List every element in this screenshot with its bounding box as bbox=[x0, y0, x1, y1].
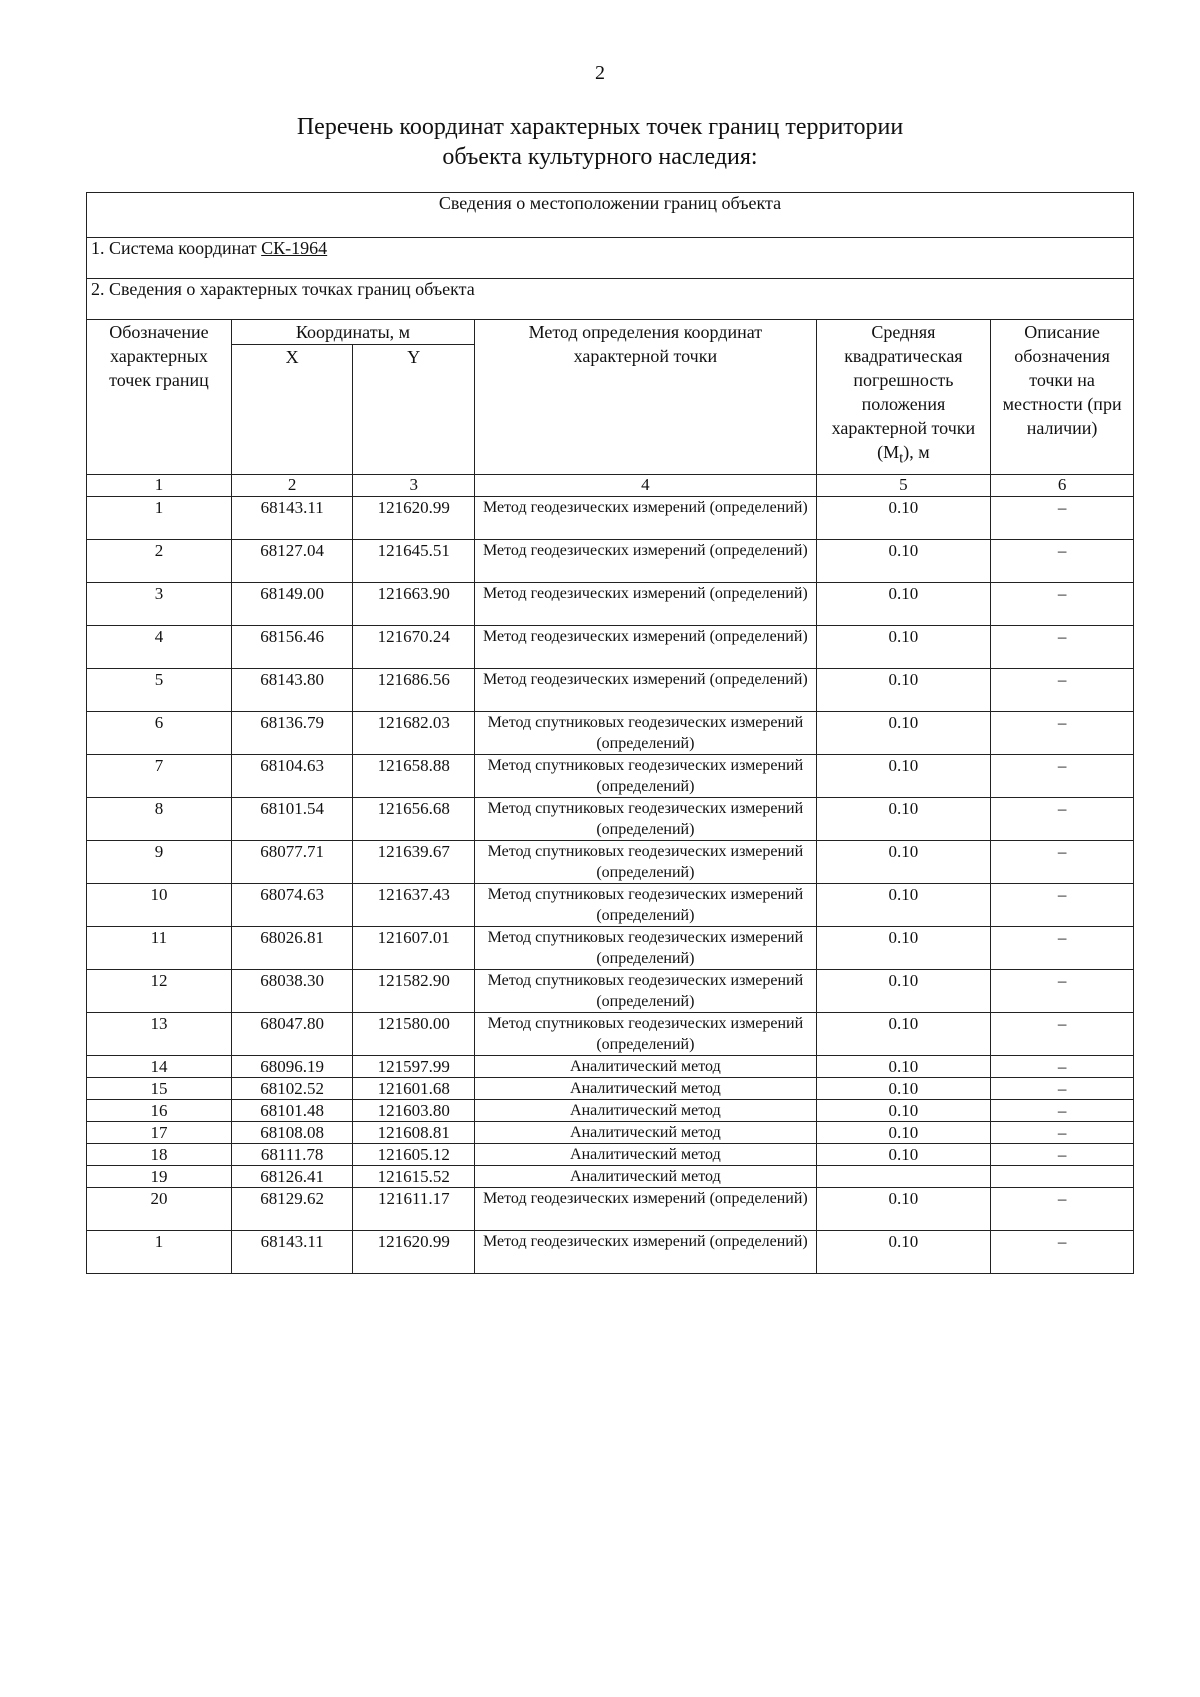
table-row bbox=[87, 712, 1134, 755]
header-y: Y bbox=[353, 345, 475, 475]
point-cell: 13 bbox=[87, 1013, 232, 1056]
x-cell: 68104.63 bbox=[231, 755, 353, 798]
description-cell: – bbox=[991, 927, 1134, 970]
x-cell: 68108.08 bbox=[231, 1122, 353, 1144]
method-cell: Метод геодезических измерений (определений) bbox=[475, 540, 817, 583]
description-cell: – bbox=[991, 970, 1134, 1013]
x-cell: 68156.46 bbox=[231, 626, 353, 669]
method-cell: Аналитический метод bbox=[475, 1144, 817, 1166]
point-cell: 12 bbox=[87, 970, 232, 1013]
error-cell: 0.10 bbox=[816, 1188, 990, 1231]
method-cell: Метод геодезических измерений (определений) bbox=[475, 583, 817, 626]
error-cell: 0.10 bbox=[816, 626, 990, 669]
point-cell: 3 bbox=[87, 583, 232, 626]
header-coords: Координаты, м bbox=[231, 320, 474, 345]
x-cell: 68074.63 bbox=[231, 884, 353, 927]
error-cell: 0.10 bbox=[816, 669, 990, 712]
point-cell: 2 bbox=[87, 540, 232, 583]
method-cell: Аналитический метод bbox=[475, 1122, 817, 1144]
method-cell: Метод геодезических измерений (определений) bbox=[475, 669, 817, 712]
error-cell: 0.10 bbox=[816, 798, 990, 841]
table-row bbox=[87, 1144, 1134, 1166]
coord-system-value: СК-1964 bbox=[261, 238, 328, 258]
point-cell: 19 bbox=[87, 1166, 232, 1188]
header-point: Обозначение характерных точек границ bbox=[87, 320, 232, 475]
description-cell: – bbox=[991, 712, 1134, 755]
table-row bbox=[87, 798, 1134, 841]
x-cell: 68129.62 bbox=[231, 1188, 353, 1231]
coord-system-label: 1. Система координат bbox=[91, 238, 257, 258]
y-cell: 121611.17 bbox=[353, 1188, 475, 1231]
error-cell: 0.10 bbox=[816, 1056, 990, 1078]
x-cell: 68047.80 bbox=[231, 1013, 353, 1056]
y-cell: 121601.68 bbox=[353, 1078, 475, 1100]
description-cell: – bbox=[991, 1078, 1134, 1100]
column-number: 5 bbox=[816, 475, 990, 497]
y-cell: 121658.88 bbox=[353, 755, 475, 798]
description-cell: – bbox=[991, 1144, 1134, 1166]
error-cell: 0.10 bbox=[816, 841, 990, 884]
method-cell: Метод спутниковых геодезических измерений (определений) bbox=[475, 712, 817, 755]
y-cell: 121615.52 bbox=[353, 1166, 475, 1188]
y-cell: 121656.68 bbox=[353, 798, 475, 841]
description-cell: – bbox=[991, 1188, 1134, 1231]
table-row bbox=[87, 626, 1134, 669]
coordinates-table bbox=[86, 192, 1134, 1274]
error-cell: 0.10 bbox=[816, 583, 990, 626]
y-cell: 121582.90 bbox=[353, 970, 475, 1013]
header-error bbox=[816, 320, 990, 475]
y-cell: 121620.99 bbox=[353, 1231, 475, 1274]
y-cell: 121603.80 bbox=[353, 1100, 475, 1122]
description-cell: – bbox=[991, 540, 1134, 583]
x-cell: 68102.52 bbox=[231, 1078, 353, 1100]
point-cell: 7 bbox=[87, 755, 232, 798]
description-cell: – bbox=[991, 798, 1134, 841]
method-cell: Аналитический метод bbox=[475, 1078, 817, 1100]
y-cell: 121608.81 bbox=[353, 1122, 475, 1144]
description-cell: – bbox=[991, 669, 1134, 712]
method-cell: Метод спутниковых геодезических измерений (определений) bbox=[475, 884, 817, 927]
method-cell: Метод геодезических измерений (определений) bbox=[475, 1188, 817, 1231]
table-row bbox=[87, 497, 1134, 540]
x-cell: 68101.54 bbox=[231, 798, 353, 841]
point-cell: 15 bbox=[87, 1078, 232, 1100]
header-error-subscript: t bbox=[899, 450, 904, 467]
header-x: X bbox=[231, 345, 353, 475]
description-cell: – bbox=[991, 1231, 1134, 1274]
method-cell: Метод спутниковых геодезических измерений (определений) bbox=[475, 1013, 817, 1056]
table-row bbox=[87, 1188, 1134, 1231]
method-cell: Аналитический метод bbox=[475, 1100, 817, 1122]
table-row bbox=[87, 1100, 1134, 1122]
description-cell: – bbox=[991, 626, 1134, 669]
column-number: 3 bbox=[353, 475, 475, 497]
column-number: 1 bbox=[87, 475, 232, 497]
method-cell: Метод геодезических измерений (определений) bbox=[475, 1231, 817, 1274]
y-cell: 121580.00 bbox=[353, 1013, 475, 1056]
method-cell: Метод спутниковых геодезических измерений (определений) bbox=[475, 755, 817, 798]
point-cell: 14 bbox=[87, 1056, 232, 1078]
table-row bbox=[87, 669, 1134, 712]
method-cell: Метод спутниковых геодезических измерений (определений) bbox=[475, 927, 817, 970]
error-cell: 0.10 bbox=[816, 712, 990, 755]
point-cell: 5 bbox=[87, 669, 232, 712]
description-cell: – bbox=[991, 755, 1134, 798]
y-cell: 121637.43 bbox=[353, 884, 475, 927]
method-cell: Аналитический метод bbox=[475, 1056, 817, 1078]
point-cell: 8 bbox=[87, 798, 232, 841]
y-cell: 121605.12 bbox=[353, 1144, 475, 1166]
x-cell: 68101.48 bbox=[231, 1100, 353, 1122]
error-cell: 0.10 bbox=[816, 1144, 990, 1166]
table-row bbox=[87, 1013, 1134, 1056]
y-cell: 121607.01 bbox=[353, 927, 475, 970]
x-cell: 68111.78 bbox=[231, 1144, 353, 1166]
table-row bbox=[87, 927, 1134, 970]
x-cell: 68096.19 bbox=[231, 1056, 353, 1078]
header-description: Описание обозначения точки на местности (при наличии) bbox=[991, 320, 1134, 475]
error-cell: 0.10 bbox=[816, 1078, 990, 1100]
table-row bbox=[87, 884, 1134, 927]
point-cell: 1 bbox=[87, 497, 232, 540]
table-row bbox=[87, 1056, 1134, 1078]
description-cell: – bbox=[991, 1013, 1134, 1056]
table-row bbox=[87, 1078, 1134, 1100]
description-cell bbox=[991, 1166, 1134, 1188]
error-cell bbox=[816, 1166, 990, 1188]
point-cell: 10 bbox=[87, 884, 232, 927]
error-cell: 0.10 bbox=[816, 1122, 990, 1144]
x-cell: 68143.80 bbox=[231, 669, 353, 712]
x-cell: 68136.79 bbox=[231, 712, 353, 755]
point-cell: 17 bbox=[87, 1122, 232, 1144]
x-cell: 68077.71 bbox=[231, 841, 353, 884]
point-cell: 11 bbox=[87, 927, 232, 970]
point-cell: 1 bbox=[87, 1231, 232, 1274]
description-cell: – bbox=[991, 1056, 1134, 1078]
point-cell: 9 bbox=[87, 841, 232, 884]
error-cell: 0.10 bbox=[816, 540, 990, 583]
error-cell: 0.10 bbox=[816, 927, 990, 970]
header-error-text: Средняя квадратическая погрешность положения характерной точки (M bbox=[831, 322, 976, 462]
method-cell: Метод спутниковых геодезических измерений (определений) bbox=[475, 798, 817, 841]
error-cell: 0.10 bbox=[816, 970, 990, 1013]
y-cell: 121686.56 bbox=[353, 669, 475, 712]
header-error-unit: ), м bbox=[903, 442, 930, 462]
x-cell: 68127.04 bbox=[231, 540, 353, 583]
y-cell: 121663.90 bbox=[353, 583, 475, 626]
error-cell: 0.10 bbox=[816, 1013, 990, 1056]
section-header: Сведения о местоположении границ объекта bbox=[87, 193, 1134, 238]
table-row bbox=[87, 1231, 1134, 1274]
point-cell: 20 bbox=[87, 1188, 232, 1231]
method-cell: Метод спутниковых геодезических измерений (определений) bbox=[475, 970, 817, 1013]
error-cell: 0.10 bbox=[816, 1231, 990, 1274]
point-cell: 6 bbox=[87, 712, 232, 755]
error-cell: 0.10 bbox=[816, 884, 990, 927]
method-cell: Метод спутниковых геодезических измерений (определений) bbox=[475, 841, 817, 884]
page-number: 2 bbox=[595, 62, 605, 84]
y-cell: 121645.51 bbox=[353, 540, 475, 583]
column-number: 2 bbox=[231, 475, 353, 497]
title-line-2: объекта культурного наследия: bbox=[442, 144, 758, 170]
description-cell: – bbox=[991, 497, 1134, 540]
table-row bbox=[87, 841, 1134, 884]
page-title bbox=[0, 112, 1200, 172]
y-cell: 121639.67 bbox=[353, 841, 475, 884]
error-cell: 0.10 bbox=[816, 755, 990, 798]
table-row bbox=[87, 540, 1134, 583]
table-row bbox=[87, 1122, 1134, 1144]
points-info-row: 2. Сведения о характерных точках границ объекта bbox=[87, 279, 1134, 320]
method-cell: Метод геодезических измерений (определений) bbox=[475, 626, 817, 669]
point-cell: 18 bbox=[87, 1144, 232, 1166]
column-number: 6 bbox=[991, 475, 1134, 497]
method-cell: Метод геодезических измерений (определений) bbox=[475, 497, 817, 540]
x-cell: 68143.11 bbox=[231, 497, 353, 540]
table-row bbox=[87, 583, 1134, 626]
table-row bbox=[87, 970, 1134, 1013]
table-row bbox=[87, 1166, 1134, 1188]
description-cell: – bbox=[991, 1100, 1134, 1122]
title-line-1: Перечень координат характерных точек границ территории bbox=[296, 114, 904, 140]
point-cell: 16 bbox=[87, 1100, 232, 1122]
description-cell: – bbox=[991, 884, 1134, 927]
x-cell: 68038.30 bbox=[231, 970, 353, 1013]
x-cell: 68149.00 bbox=[231, 583, 353, 626]
y-cell: 121620.99 bbox=[353, 497, 475, 540]
y-cell: 121597.99 bbox=[353, 1056, 475, 1078]
x-cell: 68126.41 bbox=[231, 1166, 353, 1188]
description-cell: – bbox=[991, 583, 1134, 626]
coord-system-row bbox=[87, 238, 1134, 279]
method-cell: Аналитический метод bbox=[475, 1166, 817, 1188]
x-cell: 68143.11 bbox=[231, 1231, 353, 1274]
point-cell: 4 bbox=[87, 626, 232, 669]
description-cell: – bbox=[991, 1122, 1134, 1144]
error-cell: 0.10 bbox=[816, 497, 990, 540]
y-cell: 121670.24 bbox=[353, 626, 475, 669]
header-method: Метод определения координат характерной точки bbox=[475, 320, 817, 475]
description-cell: – bbox=[991, 841, 1134, 884]
column-number: 4 bbox=[475, 475, 817, 497]
table-row bbox=[87, 755, 1134, 798]
x-cell: 68026.81 bbox=[231, 927, 353, 970]
error-cell: 0.10 bbox=[816, 1100, 990, 1122]
y-cell: 121682.03 bbox=[353, 712, 475, 755]
